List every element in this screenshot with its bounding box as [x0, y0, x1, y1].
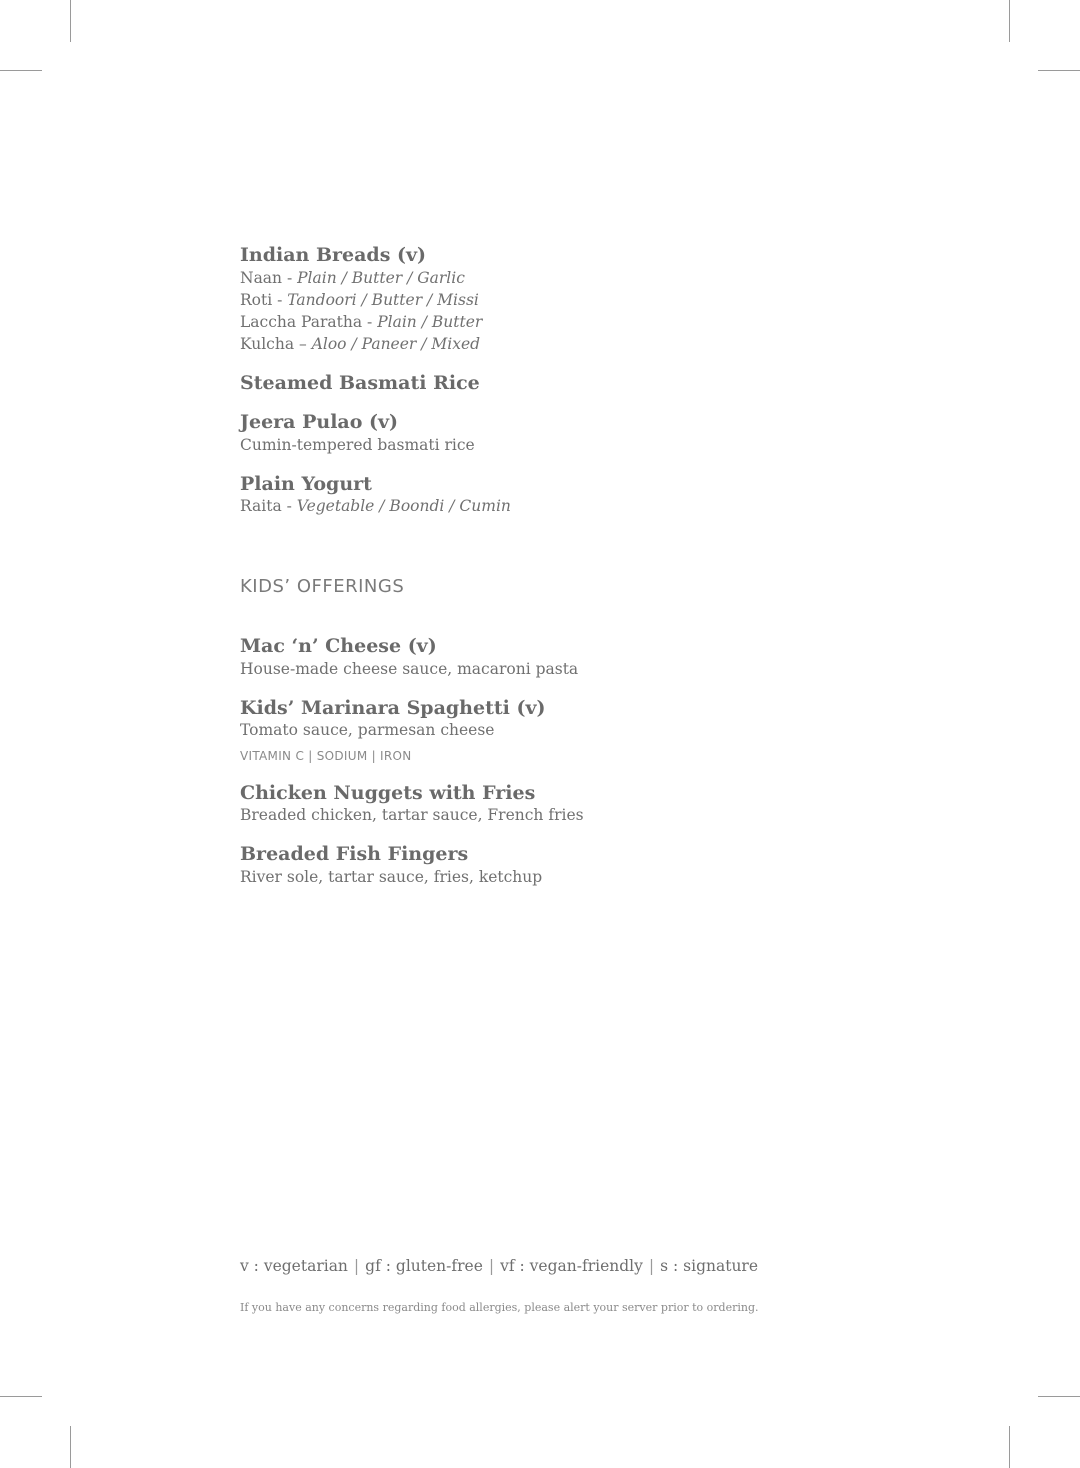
item-title: Steamed Basmati Rice [240, 372, 480, 394]
allergy-note: If you have any concerns regarding food allergies, please alert your server prior to ordering. [240, 1301, 759, 1314]
bread-line: Laccha Paratha - Plain / Butter [240, 313, 483, 331]
item-title: Mac ‘n’ Cheese (v) [240, 635, 437, 657]
bread-name: Laccha Paratha [240, 313, 363, 331]
item-title: Plain Yogurt [240, 473, 372, 495]
bread-name: Naan [240, 269, 283, 287]
crop-mark [0, 70, 42, 71]
bread-options: Tandoori / Butter / Missi [287, 291, 479, 309]
item-description: Breaded chicken, tartar sauce, French fries [240, 806, 584, 824]
crop-mark [0, 1396, 42, 1397]
bread-name: Roti [240, 291, 273, 309]
dietary-legend: v : vegetarian | gf : gluten-free | vf : vegan-friendly | s : signature [240, 1257, 759, 1275]
crop-mark [70, 0, 71, 42]
item-description: Tomato sauce, parmesan cheese [240, 721, 495, 739]
item-title: Kids’ Marinara Spaghetti (v) [240, 697, 546, 719]
bread-line: Kulcha – Aloo / Paneer / Mixed [240, 335, 481, 353]
crop-mark [70, 1426, 71, 1468]
crop-mark [1009, 1426, 1010, 1468]
item-title: Breaded Fish Fingers [240, 843, 469, 865]
section-heading: KIDS’ OFFERINGS [240, 576, 405, 597]
item-title: Indian Breads (v) [240, 244, 427, 266]
item-description: Cumin-tempered basmati rice [240, 436, 475, 454]
nutrition-tags: VITAMIN C | SODIUM | IRON [240, 749, 412, 763]
bread-options: Plain / Butter [377, 313, 483, 331]
crop-mark [1038, 70, 1080, 71]
bread-line: Naan - Plain / Butter / Garlic [240, 269, 465, 287]
item-title: Chicken Nuggets with Fries [240, 782, 536, 804]
item-description: House-made cheese sauce, macaroni pasta [240, 660, 579, 678]
bread-line: Roti - Tandoori / Butter / Missi [240, 291, 479, 309]
crop-mark [1009, 0, 1010, 42]
bread-name: Kulcha [240, 335, 295, 353]
bread-options: Plain / Butter / Garlic [297, 269, 465, 287]
item-description: River sole, tartar sauce, fries, ketchup [240, 868, 543, 886]
item-description: Raita - Vegetable / Boondi / Cumin [240, 497, 511, 515]
bread-options: Aloo / Paneer / Mixed [311, 335, 481, 353]
item-title: Jeera Pulao (v) [240, 411, 399, 433]
crop-mark [1038, 1396, 1080, 1397]
